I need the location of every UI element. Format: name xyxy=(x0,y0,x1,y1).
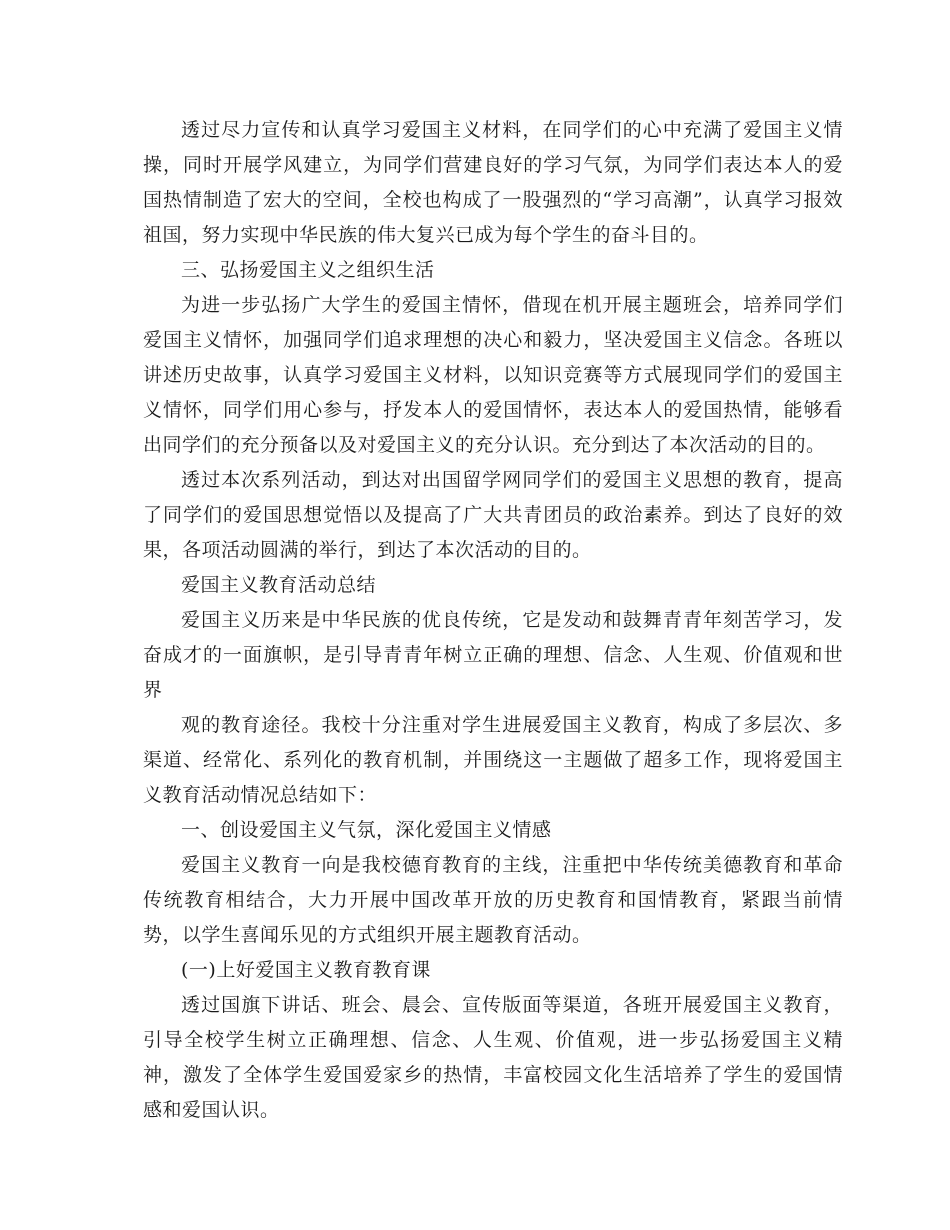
subsection-heading-lessons: (一)上好爱国主义教育教育课 xyxy=(181,959,431,981)
paragraph-activity-results: 透过本次系列活动，到达对出国留学网同学们的爱国主义思想的教育，提高了同学们的爱国思想觉悟以及提高了广大共青团员的政治素养。到达了良好的效果，各项活动圆满的举行，到达了本次活动的目的。 xyxy=(143,469,843,561)
section-heading-organization-life: 三、弘扬爱国主义之组织生活 xyxy=(181,259,435,281)
paragraph-class-meetings: 为进一步弘扬广大学生的爱国主情怀，借现在机开展主题班会，培养同学们爱国主义情怀，加强同学们追求理想的决心和毅力，坚决爱国主义信念。各班以讲述历史故事，认真学习爱国主义材料，以知识竞赛等方式展现同学们的爱国主义情怀，同学们用心参与，抒发本人的爱国情怀，表达本人的爱国热情，能够看出同学们的充分预备以及对爱国主义的充分认识。充分到达了本次活动的目的。 xyxy=(143,294,843,456)
section-heading-atmosphere: 一、创设爱国主义气氛，深化爱国主义情感 xyxy=(181,819,552,841)
paragraph-education-mechanism: 观的教育途径。我校十分注重对学生进展爱国主义教育，构成了多层次、多渠道、经常化、系列化的教育机制，并围绕这一主题做了超多工作，现将爱国主义教育活动情况总结如下： xyxy=(143,714,843,806)
paragraph-tradition: 爱国主义历来是中华民族的优良传统，它是发动和鼓舞青青年刻苦学习，发奋成才的一面旗帜，是引导青青年树立正确的理想、信念、人生观、价值观和世界 xyxy=(143,609,843,701)
paragraph-intro-summary: 透过尽力宣传和认真学习爱国主义材料，在同学们的心中充满了爱国主义情操，同时开展学风建立，为同学们营建良好的学习气氛，为同学们表达本人的爱国热情制造了宏大的空间，全校也构成了一股强烈的“学习高潮”，认真学习报效祖国，努力实现中华民族的伟大复兴已成为每个学生的奋斗目的。 xyxy=(143,119,843,246)
document-body xyxy=(143,113,843,1128)
document-subtitle: 爱国主义教育活动总结 xyxy=(181,574,377,596)
paragraph-flag-speeches: 透过国旗下讲话、班会、晨会、宣传版面等渠道，各班开展爱国主义教育，引导全校学生树立正确理想、信念、人生观、价值观，进一步弘扬爱国主义精神，激发了全体学生爱国爱家乡的热情，丰富校园文化生活培养了学生的爱国情感和爱国认识。 xyxy=(143,994,843,1121)
paragraph-moral-education: 爱国主义教育一向是我校德育教育的主线，注重把中华传统美德教育和革命传统教育相结合，大力开展中国改革开放的历史教育和国情教育，紧跟当前情势，以学生喜闻乐见的方式组织开展主题教育活动。 xyxy=(143,854,843,946)
